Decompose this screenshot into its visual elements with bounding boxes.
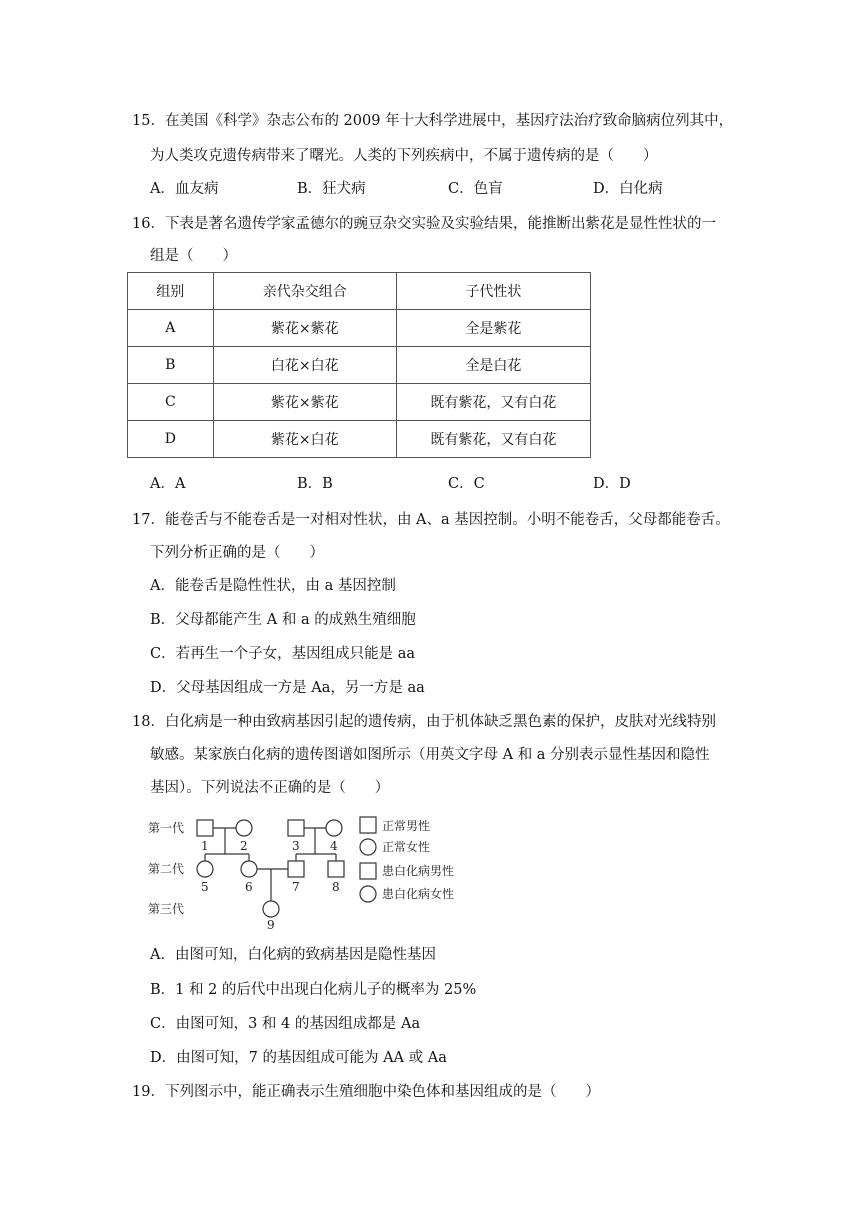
table-cell: 全是紫花 xyxy=(396,310,590,347)
pedigree-diagram xyxy=(140,810,480,930)
generation-label-2: 第二代 xyxy=(148,862,185,876)
q16-option-c: C．C xyxy=(448,476,485,492)
table-cell: D xyxy=(128,421,214,458)
q16-option-d: D．D xyxy=(593,476,631,492)
q19-stem-line1: 19．下列图示中，能正确表示生殖细胞中染色体和基因组成的是（ ） xyxy=(132,1084,600,1100)
q18-stem-line1: 18．白化病是一种由致病基因引起的遗传病，由于机体缺乏黑色素的保护，皮肤对光线特别 xyxy=(132,714,716,730)
individual-number-9: 9 xyxy=(267,918,275,930)
legend-normal-female-icon xyxy=(360,839,376,855)
table-cell: B xyxy=(128,347,214,384)
individual-number-2: 2 xyxy=(240,839,248,853)
q17-stem-line2: 下列分析正确的是（ ） xyxy=(150,545,324,561)
table-cell: 紫花×紫花 xyxy=(213,384,396,421)
q15-option-c: C．色盲 xyxy=(448,181,503,197)
q15-stem-line1: 15．在美国《科学》杂志公布的 2009 年十大科学进展中，基因疗法治疗致命脑病位列其中， xyxy=(132,113,734,129)
table-row xyxy=(128,310,591,347)
table-row xyxy=(128,384,591,421)
q17-option-a: A．能卷舌是隐性性状，由 a 基因控制 xyxy=(150,578,396,594)
individual-6-normal-female xyxy=(241,861,257,877)
individual-number-3: 3 xyxy=(292,839,300,853)
legend-label-normal-female: 正常女性 xyxy=(382,840,431,854)
q18-stem-line3: 基因）。下列说法不正确的是（ ） xyxy=(150,780,390,796)
table-header: 亲代杂交组合 xyxy=(213,273,396,310)
q18-option-b: B．1 和 2 的后代中出现白化病儿子的概率为 25% xyxy=(150,982,477,998)
individual-3-normal-male xyxy=(288,820,304,836)
q16-option-a: A．A xyxy=(150,476,186,492)
q17-option-b: B．父母都能产生 A 和 a 的成熟生殖细胞 xyxy=(150,612,416,628)
table-header: 组别 xyxy=(128,273,214,310)
generation-label-3: 第三代 xyxy=(148,902,185,916)
individual-2-normal-female xyxy=(236,820,252,836)
individual-4-normal-female xyxy=(326,820,342,836)
table-cell: C xyxy=(128,384,214,421)
table-cell: 既有紫花，又有白花 xyxy=(396,384,590,421)
table-row xyxy=(128,421,591,458)
legend-label-affected-female: 患白化病女性 xyxy=(382,887,455,901)
individual-number-1: 1 xyxy=(201,839,209,853)
table-header-row xyxy=(128,273,591,310)
table-cell: 全是白花 xyxy=(396,347,590,384)
individual-number-5: 5 xyxy=(201,880,209,894)
table-cell: 紫花×白花 xyxy=(213,421,396,458)
individual-number-7: 7 xyxy=(292,880,300,894)
individual-number-6: 6 xyxy=(245,880,253,894)
q18-stem-line2: 敏感。某家族白化病的遗传图谱如图所示（用英文字母 A 和 a 分别表示显性基因和隐性 xyxy=(150,747,710,763)
table-cell: 紫花×紫花 xyxy=(213,310,396,347)
legend-affected-female-icon xyxy=(360,886,376,902)
q15-option-d: D．白化病 xyxy=(593,181,663,197)
q16-option-b: B．B xyxy=(297,476,333,492)
q15-option-a: A．血友病 xyxy=(150,181,219,197)
table-cell: A xyxy=(128,310,214,347)
individual-5-affected-female xyxy=(197,861,213,877)
individual-number-8: 8 xyxy=(332,880,340,894)
legend-label-normal-male: 正常男性 xyxy=(382,819,431,833)
q18-option-a: A．由图可知，白化病的致病基因是隐性基因 xyxy=(150,947,436,963)
q17-stem-line1: 17．能卷舌与不能卷舌是一对相对性状，由 A、a 基因控制。小明不能卷舌，父母都能卷舌。 xyxy=(132,512,730,528)
q16-stem-line2: 组是（ ） xyxy=(150,248,237,264)
q18-option-d: D．由图可知，7 的基因组成可能为 AA 或 Aa xyxy=(150,1050,447,1066)
generation-label-1: 第一代 xyxy=(148,821,185,835)
q16-stem-line1: 16．下表是著名遗传学家孟德尔的豌豆杂交实验及实验结果，能推断出紫花是显性性状的一 xyxy=(132,216,716,232)
individual-7-normal-male xyxy=(288,861,304,877)
legend-normal-male-icon xyxy=(360,817,376,833)
table-cell: 既有紫花，又有白花 xyxy=(396,421,590,458)
q15-stem-line2: 为人类攻克遗传病带来了曙光。人类的下列疾病中，不属于遗传病的是（ ） xyxy=(150,148,658,164)
legend-affected-male-icon xyxy=(360,863,376,879)
q15-option-b: B．狂犬病 xyxy=(297,181,366,197)
table-row xyxy=(128,347,591,384)
individual-9-normal-female xyxy=(263,901,279,917)
q18-option-c: C．由图可知，3 和 4 的基因组成都是 Aa xyxy=(150,1016,421,1032)
legend-label-affected-male: 患白化病男性 xyxy=(382,864,455,878)
individual-8-normal-male xyxy=(328,861,344,877)
q17-option-c: C．若再生一个子女，基因组成只能是 aa xyxy=(150,646,415,662)
q17-option-d: D．父母基因组成一方是 Aa，另一方是 aa xyxy=(150,680,425,696)
table-cell: 白花×白花 xyxy=(213,347,396,384)
individual-number-4: 4 xyxy=(330,839,338,853)
table-header: 子代性状 xyxy=(396,273,590,310)
experiment-table xyxy=(127,272,591,458)
individual-1-normal-male xyxy=(197,820,213,836)
